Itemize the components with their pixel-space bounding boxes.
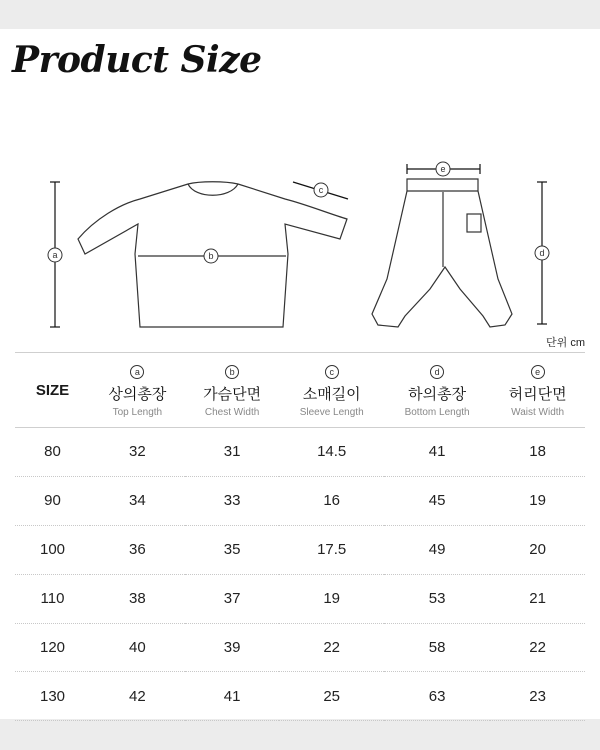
marker-d-icon: d bbox=[430, 365, 444, 379]
size-chart-sheet bbox=[0, 29, 600, 719]
table-row bbox=[15, 574, 585, 623]
table-header-row bbox=[15, 353, 585, 428]
size-cell: 120 bbox=[39, 639, 66, 656]
value-cell: 18 bbox=[529, 443, 546, 461]
value-cell: 21 bbox=[529, 590, 546, 608]
column-header-waist-width bbox=[490, 353, 585, 428]
marker-d-label: d bbox=[539, 248, 545, 258]
column-header-bottom-length bbox=[384, 353, 490, 428]
value-cell: 36 bbox=[129, 541, 146, 559]
value-cell: 53 bbox=[428, 590, 446, 608]
unit-label: 단위 cm bbox=[546, 337, 585, 349]
marker-b-label: b bbox=[208, 251, 214, 261]
size-column-header: SIZE bbox=[35, 381, 70, 399]
column-label-ko: 상의총장 bbox=[108, 386, 167, 403]
size-cell: 130 bbox=[39, 687, 66, 705]
value-cell: 63 bbox=[428, 687, 446, 705]
value-cell: 58 bbox=[428, 639, 446, 656]
value-cell: 45 bbox=[428, 492, 446, 510]
table-row bbox=[15, 525, 585, 574]
column-label-ko: 하의총장 bbox=[408, 386, 467, 403]
value-cell: 32 bbox=[129, 443, 146, 461]
table-row bbox=[15, 623, 585, 672]
bottom-garment-outline bbox=[372, 179, 512, 327]
value-cell: 35 bbox=[223, 541, 241, 559]
value-cell: 38 bbox=[129, 590, 146, 608]
value-cell: 49 bbox=[428, 541, 446, 559]
value-cell: 22 bbox=[323, 639, 341, 656]
table-row bbox=[15, 672, 585, 721]
value-cell: 39 bbox=[223, 639, 241, 656]
column-label-en: Bottom Length bbox=[404, 407, 470, 418]
value-cell: 23 bbox=[529, 687, 546, 705]
value-cell: 16 bbox=[323, 492, 341, 510]
column-header-top-length bbox=[90, 353, 185, 428]
size-cell: 90 bbox=[44, 492, 61, 510]
marker-b-icon: b bbox=[225, 365, 239, 379]
column-header-chest-width bbox=[185, 353, 280, 428]
column-label-en: Chest Width bbox=[204, 407, 260, 418]
value-cell: 42 bbox=[129, 687, 146, 705]
marker-a-icon: a bbox=[130, 365, 144, 379]
bottom-pocket-label bbox=[467, 214, 481, 232]
column-label-en: Top Length bbox=[112, 407, 163, 418]
value-cell: 31 bbox=[223, 443, 241, 461]
value-cell: 33 bbox=[223, 492, 241, 510]
value-cell: 40 bbox=[129, 639, 146, 656]
column-label-en: Sleeve Length bbox=[299, 407, 364, 418]
value-cell: 41 bbox=[428, 443, 446, 461]
size-table bbox=[15, 352, 585, 721]
value-cell: 14.5 bbox=[317, 443, 347, 461]
value-cell: 19 bbox=[323, 590, 341, 608]
marker-e-icon: e bbox=[531, 365, 545, 379]
marker-e-label: e bbox=[440, 164, 446, 174]
page-title: Product Size bbox=[12, 39, 262, 81]
size-cell: 110 bbox=[40, 590, 65, 608]
value-cell: 41 bbox=[223, 687, 241, 705]
value-cell: 20 bbox=[529, 541, 546, 559]
garment-diagram bbox=[0, 29, 600, 329]
table-row bbox=[15, 476, 585, 525]
value-cell: 25 bbox=[323, 687, 341, 705]
value-cell: 22 bbox=[529, 639, 546, 656]
value-cell: 34 bbox=[129, 492, 146, 510]
column-header-sleeve-length bbox=[279, 353, 384, 428]
marker-c-label: c bbox=[318, 185, 324, 195]
column-label-ko: 허리단면 bbox=[508, 386, 567, 403]
top-garment-neckline bbox=[188, 184, 238, 195]
column-label-ko: 소매길이 bbox=[302, 386, 361, 403]
value-cell: 19 bbox=[529, 492, 546, 510]
size-cell: 80 bbox=[44, 443, 61, 461]
column-label-en: Waist Width bbox=[511, 407, 565, 418]
marker-a-label: a bbox=[52, 250, 58, 260]
table-row bbox=[15, 428, 585, 477]
marker-c-icon: c bbox=[325, 365, 339, 379]
size-cell: 100 bbox=[39, 541, 66, 559]
column-label-ko: 가슴단면 bbox=[203, 386, 262, 403]
value-cell: 17.5 bbox=[317, 541, 347, 559]
value-cell: 37 bbox=[223, 590, 241, 608]
